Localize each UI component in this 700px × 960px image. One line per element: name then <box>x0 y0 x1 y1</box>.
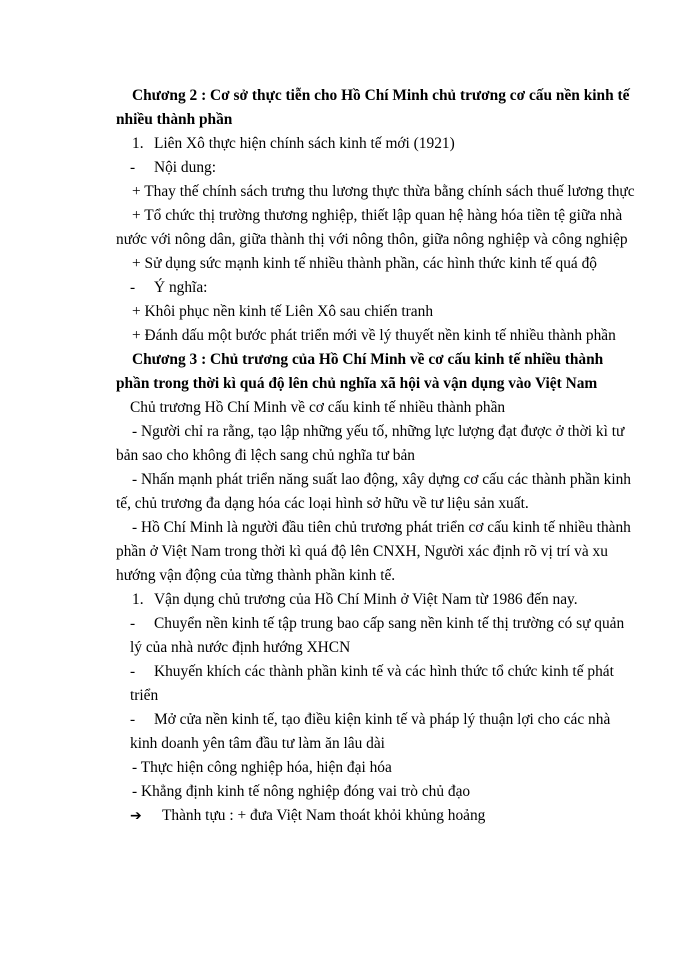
dash-mark: - <box>130 711 136 728</box>
paragraph-trade-market: + Tổ chức thị trường thương nghiệp, thiết lập quan hệ hàng hóa tiền tệ giữa nhà nước với nông dân, giữa thành thị với nông thôn, giữa nông nghiệp và công nghiệp <box>116 207 628 248</box>
paragraph-productivity: - Nhấn mạnh phát triển năng suất lao động, xây dựng cơ cấu các thành phần kinh tế, chủ trương đa dạng hóa các loại hình sở hữu về tư liệu sản xuất. <box>116 471 632 512</box>
chapter-2-heading: Chương 2 : Cơ sở thực tiễn cho Hồ Chí Minh chủ trương cơ cấu nền kinh tế nhiều thành phần <box>116 87 630 128</box>
dash-mark: - <box>130 663 136 680</box>
paragraph-tax-policy: + Thay thế chính sách trưng thu lương thực thừa bằng chính sách thuế lương thực <box>132 183 635 200</box>
result-line <box>116 804 636 828</box>
meaning-label-line <box>116 276 636 300</box>
list-item-market-economy <box>116 612 636 660</box>
paragraph-pioneer: - Hồ Chí Minh là người đầu tiên chủ trương phát triển cơ cấu kinh tế nhiều thành phần ở Việt Nam trong thời kì quá độ lên CNXH, Người xác định rõ vị trí và xu hướng vận động của từng thành phần kinh tế. <box>116 519 631 584</box>
paragraph-agriculture: - Khẳng định kinh tế nông nghiệp đóng vai trò chủ đạo <box>132 783 471 800</box>
meaning-label: Ý nghĩa: <box>154 279 208 296</box>
item-number: 1. <box>132 591 144 608</box>
chapter-3-subtitle: Chủ trương Hồ Chí Minh về cơ cấu kinh tế nhiều thành phần <box>130 399 506 416</box>
chapter-3-heading: Chương 3 : Chủ trương của Hồ Chí Minh về cơ cấu kinh tế nhiều thành phần trong thời kì quá độ lên chủ nghĩa xã hội và vận dụng vào Việt Nam <box>116 351 604 392</box>
result-text: Thành tựu : + đưa Việt Nam thoát khỏi khủng hoảng <box>162 807 486 824</box>
item-text: Liên Xô thực hiện chính sách kinh tế mới (1921) <box>154 135 455 152</box>
document-body <box>116 84 636 828</box>
list-item-text: Chuyển nền kinh tế tập trung bao cấp sang nền kinh tế thị trường có sự quản lý của nhà nước định hướng XHCN <box>130 615 625 656</box>
list-item-open-economy <box>116 708 636 756</box>
content-label-line <box>116 156 636 180</box>
paragraph-milestone: + Đánh dấu một bước phát triển mới về lý thuyết nền kinh tế nhiều thành phần <box>132 327 616 344</box>
dash-mark: - <box>130 279 136 296</box>
paragraph-foundation: - Người chỉ ra rằng, tạo lập những yếu tố, những lực lượng đạt được ở thời kì tư bản sao cho không đi lệch sang chủ nghĩa tư bản <box>116 423 625 464</box>
content-label: Nội dung: <box>154 159 216 176</box>
list-item-text: Khuyến khích các thành phần kinh tế và các hình thức tổ chức kinh tế phát triển <box>130 663 614 704</box>
list-item-text: Mở cửa nền kinh tế, tạo điều kiện kinh tế và pháp lý thuận lợi cho các nhà kinh doanh yên tâm đầu tư làm ăn lâu dài <box>130 711 611 752</box>
paragraph-recovery: + Khôi phục nền kinh tế Liên Xô sau chiến tranh <box>132 303 434 320</box>
item-text: Vận dụng chủ trương của Hồ Chí Minh ở Việt Nam từ 1986 đến nay. <box>154 591 578 608</box>
dash-mark: - <box>130 159 136 176</box>
list-item-encourage-sectors <box>116 660 636 708</box>
paragraph-multi-sector: + Sử dụng sức mạnh kinh tế nhiều thành phần, các hình thức kinh tế quá độ <box>132 255 597 272</box>
chapter-2-item-1 <box>116 132 636 156</box>
paragraph-industrialization: - Thực hiện công nghiệp hóa, hiện đại hóa <box>132 759 392 776</box>
dash-mark: - <box>130 615 136 632</box>
chapter-3-item-1 <box>116 588 636 612</box>
arrow-right-icon: ➔ <box>130 808 142 824</box>
item-number: 1. <box>132 135 144 152</box>
